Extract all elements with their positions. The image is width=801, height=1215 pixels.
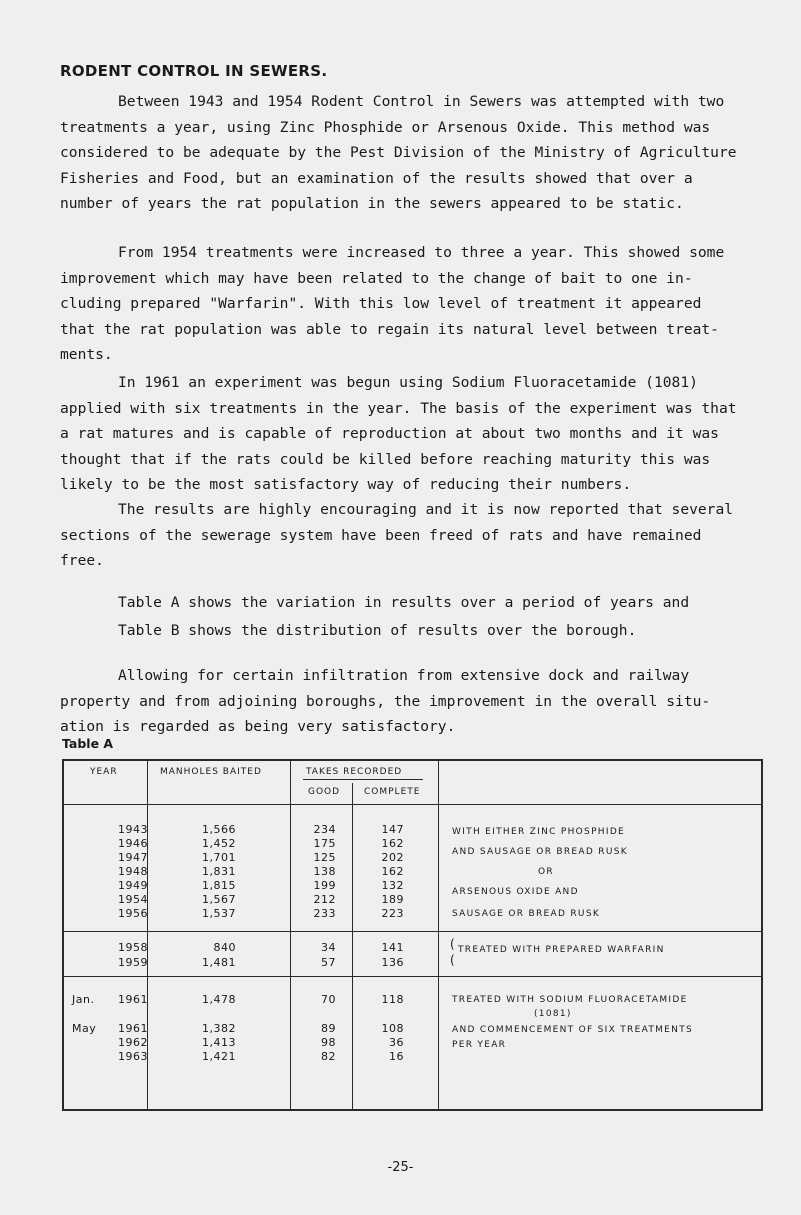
col-divider bbox=[352, 783, 353, 1109]
good-cell: 175 bbox=[313, 837, 336, 850]
good-cell: 233 bbox=[313, 907, 336, 920]
year-cell: 1958 bbox=[118, 941, 148, 954]
year-cell: 1948 bbox=[118, 865, 148, 878]
year-cell: 1949 bbox=[118, 879, 148, 892]
good-cell: 82 bbox=[321, 1050, 336, 1063]
method-note: OR bbox=[538, 867, 554, 877]
complete-cell: 108 bbox=[381, 1022, 404, 1035]
method-note: WITH EITHER ZINC PHOSPHIDE bbox=[452, 827, 626, 837]
complete-cell: 136 bbox=[381, 956, 404, 969]
manholes-cell: 1,481 bbox=[202, 956, 236, 969]
manholes-cell: 1,537 bbox=[202, 907, 236, 920]
complete-cell: 189 bbox=[381, 893, 404, 906]
manholes-cell: 1,478 bbox=[202, 993, 236, 1006]
year-cell: 1961 bbox=[118, 1022, 148, 1035]
method-note: PER YEAR bbox=[452, 1040, 507, 1050]
complete-cell: 16 bbox=[389, 1050, 404, 1063]
paragraph-3: In 1961 an experiment was begun using Sodium Fluoracetamide (1081) applied with six treatments in the year. The basis of the experiment was that a rat matures and is capable of reproduction at about two months and it was thought that if the rats could be killed before reaching maturity this was likely to be the most satisfactory way of reducing their numbers. bbox=[60, 374, 737, 493]
header-takes: TAKES RECORDED bbox=[306, 767, 403, 777]
takes-underline bbox=[303, 779, 423, 780]
year-cell: 1947 bbox=[118, 851, 148, 864]
row-divider bbox=[64, 804, 761, 805]
good-cell: 125 bbox=[313, 851, 336, 864]
complete-cell: 147 bbox=[381, 823, 404, 836]
complete-cell: 132 bbox=[381, 879, 404, 892]
header-good: GOOD bbox=[308, 787, 341, 797]
complete-cell: 162 bbox=[381, 865, 404, 878]
manholes-cell: 1,831 bbox=[202, 865, 236, 878]
year-cell: 1956 bbox=[118, 907, 148, 920]
page-number: -25- bbox=[387, 1160, 414, 1175]
year-cell: 1959 bbox=[118, 956, 148, 969]
year-cell: 1962 bbox=[118, 1036, 148, 1049]
method-note: SAUSAGE OR BREAD RUSK bbox=[452, 909, 601, 919]
bracket-top: ( bbox=[450, 937, 456, 951]
method-note: TREATED WITH SODIUM FLUORACETAMIDE bbox=[452, 995, 688, 1005]
col-divider bbox=[290, 761, 291, 1109]
complete-cell: 36 bbox=[389, 1036, 404, 1049]
year-cell: 1963 bbox=[118, 1050, 148, 1063]
manholes-cell: 1,413 bbox=[202, 1036, 236, 1049]
year-cell: 1946 bbox=[118, 837, 148, 850]
manholes-cell: 1,421 bbox=[202, 1050, 236, 1063]
manholes-cell: 1,815 bbox=[202, 879, 236, 892]
good-cell: 234 bbox=[313, 823, 336, 836]
section-heading: RODENT CONTROL IN SEWERS. bbox=[60, 62, 328, 80]
col-divider bbox=[438, 761, 439, 1109]
table-caption: Table A bbox=[62, 736, 114, 751]
complete-cell: 141 bbox=[381, 941, 404, 954]
row-divider bbox=[64, 931, 761, 932]
good-cell: 212 bbox=[313, 893, 336, 906]
manholes-cell: 1,567 bbox=[202, 893, 236, 906]
complete-cell: 223 bbox=[381, 907, 404, 920]
header-manholes: MANHOLES BAITED bbox=[160, 767, 262, 777]
complete-cell: 118 bbox=[381, 993, 404, 1006]
header-year: YEAR bbox=[90, 767, 118, 777]
paragraph-5: Table A shows the variation in results over a period of years and bbox=[118, 594, 690, 611]
manholes-cell: 840 bbox=[213, 941, 236, 954]
header-complete: COMPLETE bbox=[364, 787, 421, 797]
complete-cell: 202 bbox=[381, 851, 404, 864]
manholes-cell: 1,566 bbox=[202, 823, 236, 836]
year-cell: 1961 bbox=[118, 993, 148, 1006]
year-cell: 1954 bbox=[118, 893, 148, 906]
good-cell: 34 bbox=[321, 941, 336, 954]
row-divider bbox=[64, 976, 761, 977]
paragraph-4: The results are highly encouraging and it is now reported that several sections of the sewerage system have been freed of rats and have remained free. bbox=[60, 501, 734, 569]
manholes-cell: 1,382 bbox=[202, 1022, 236, 1035]
paragraph-2: From 1954 treatments were increased to three a year. This showed some improvement which may have been related to the change of bait to one in- cluding prepared "Warfarin". With this low level of treatment it appeared that the rat population was able to regain its natural level between treat- ments. bbox=[60, 244, 725, 363]
bracket-bottom: ( bbox=[450, 953, 456, 967]
good-cell: 57 bbox=[321, 956, 336, 969]
method-note: ARSENOUS OXIDE AND bbox=[452, 887, 579, 897]
method-note: AND SAUSAGE OR BREAD RUSK bbox=[452, 847, 628, 857]
year-cell: 1943 bbox=[118, 823, 148, 836]
good-cell: 199 bbox=[313, 879, 336, 892]
manholes-cell: 1,452 bbox=[202, 837, 236, 850]
good-cell: 89 bbox=[321, 1022, 336, 1035]
paragraph-1: Between 1943 and 1954 Rodent Control in Sewers was attempted with two treatments a year, using Zinc Phosphide or Arsenous Oxide. This method was considered to be adequate by the Pest Division of the Ministry of Agriculture Fisheries and Food, but an examination of the results showed that over a number of years the rat population in the sewers appeared to be static. bbox=[60, 93, 737, 212]
month-cell: May bbox=[72, 1022, 97, 1035]
paragraph-6: Table B shows the distribution of results over the borough. bbox=[118, 622, 637, 639]
method-note: AND COMMENCEMENT OF SIX TREATMENTS bbox=[452, 1025, 694, 1035]
results-table bbox=[62, 759, 763, 1111]
paragraph-7: Allowing for certain infiltration from extensive dock and railway property and from adjoining boroughs, the improvement in the overall situ- ation is regarded as being very satisfactory. bbox=[60, 667, 711, 735]
good-cell: 138 bbox=[313, 865, 336, 878]
good-cell: 98 bbox=[321, 1036, 336, 1049]
method-note: TREATED WITH PREPARED WARFARIN bbox=[458, 945, 665, 955]
manholes-cell: 1,701 bbox=[202, 851, 236, 864]
month-cell: Jan. bbox=[72, 993, 95, 1006]
complete-cell: 162 bbox=[381, 837, 404, 850]
method-note: (1081) bbox=[534, 1009, 572, 1019]
good-cell: 70 bbox=[321, 993, 336, 1006]
